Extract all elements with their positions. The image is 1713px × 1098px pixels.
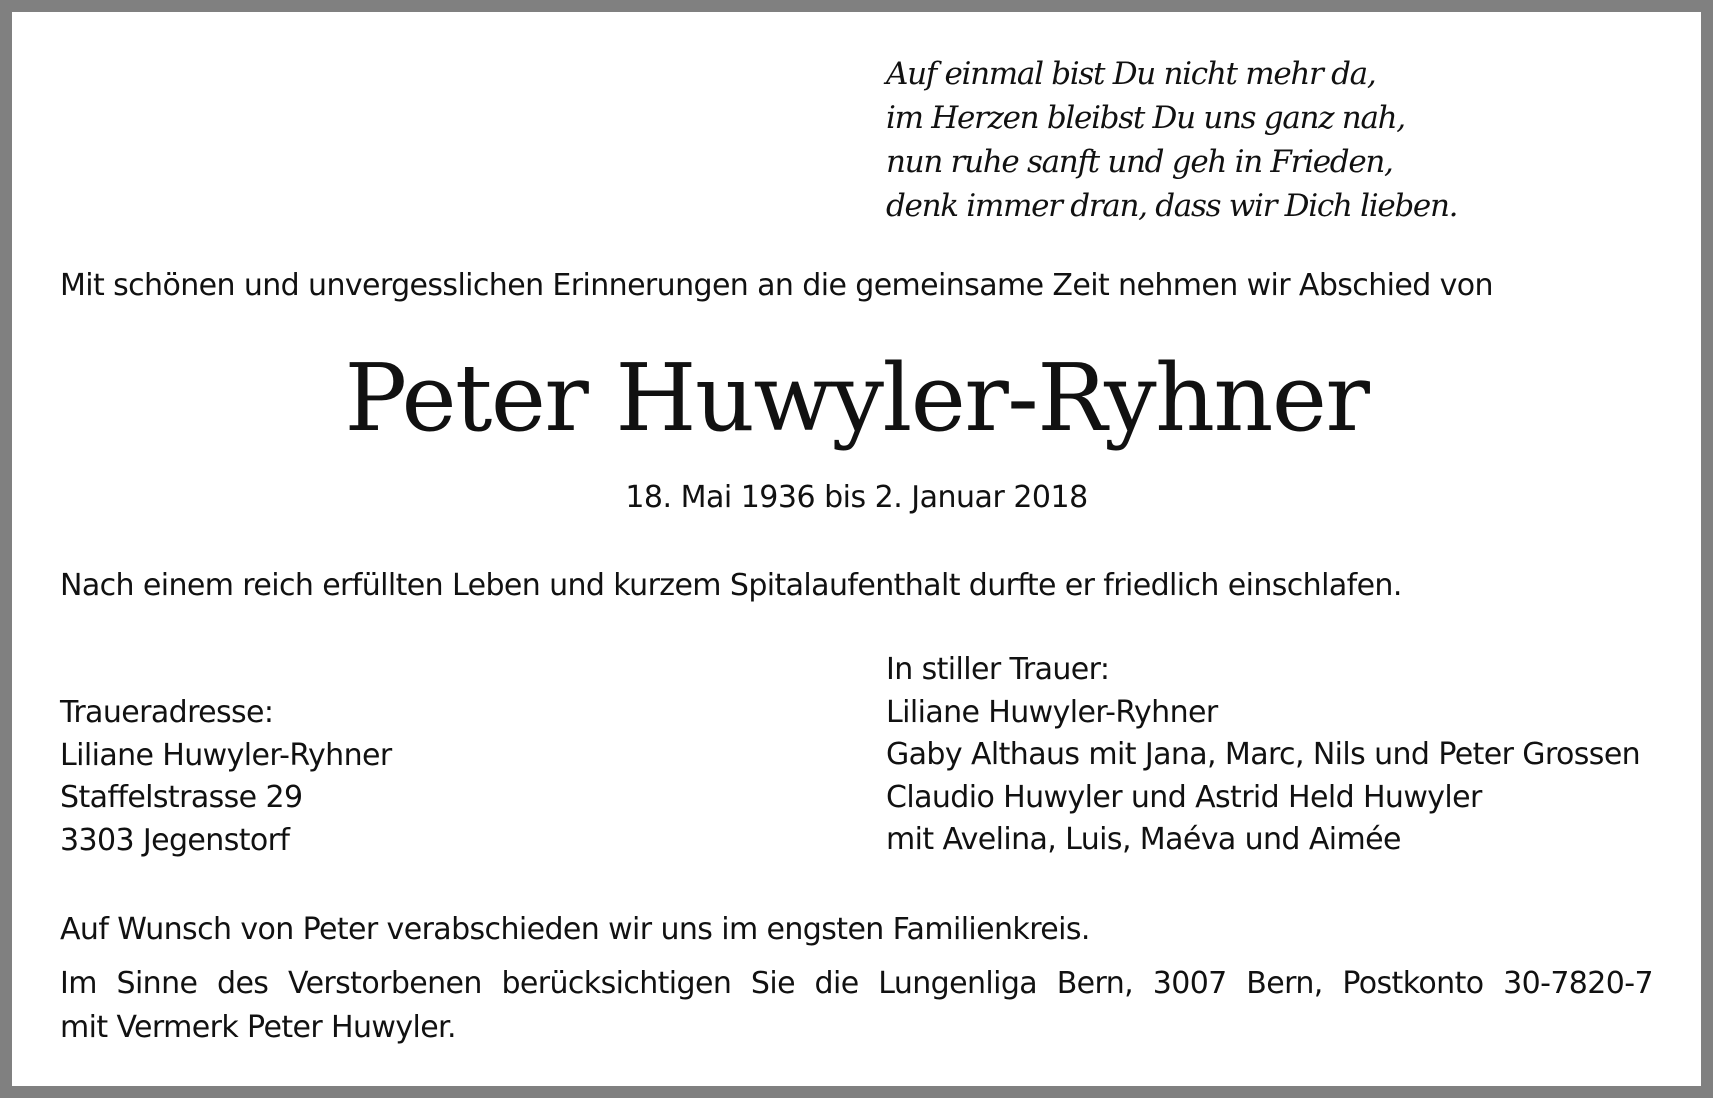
mourners-heading: In stiller Trauer: — [886, 652, 1110, 687]
mourner-line: mit Avelina, Luis, Maéva und Aimée — [886, 822, 1401, 857]
address-heading: Traueradresse: — [60, 695, 274, 730]
donation-text — [60, 962, 1653, 1050]
poem-line: Auf einmal bist Du nicht mehr da, — [886, 56, 1376, 92]
deceased-name: Peter Huwyler-Ryhner — [344, 344, 1369, 452]
poem-line: im Herzen bleibst Du uns ganz nah, — [886, 100, 1405, 136]
mourners-list — [886, 649, 1640, 862]
life-text: Nach einem reich erfüllten Leben und kurzem Spitalaufenthalt durfte er friedlich einschlafen. — [60, 568, 1402, 603]
poem — [886, 52, 1457, 228]
mourning-address — [60, 692, 392, 862]
mourner-line: Gaby Althaus mit Jana, Marc, Nils und Peter Grossen — [886, 737, 1641, 772]
mourner-line: Claudio Huwyler und Astrid Held Huwyler — [886, 779, 1482, 815]
intro-text: Mit schönen und unvergesslichen Erinnerungen an die gemeinsame Zeit nehmen wir Abschied von — [60, 268, 1493, 303]
obituary-notice — [12, 12, 1701, 1086]
life-dates: 18. Mai 1936 bis 2. Januar 2018 — [625, 480, 1088, 515]
donation-line-1: Im Sinne des Verstorbenen berücksichtigen Sie die Lungenliga Bern, 3007 Bern, Postkonto 30-7820-7 — [60, 966, 1653, 1001]
wish-text: Auf Wunsch von Peter verabschieden wir uns im engsten Familienkreis. — [60, 912, 1090, 947]
address-line: Staffelstrasse 29 — [60, 780, 303, 815]
poem-line: denk immer dran, dass wir Dich lieben. — [886, 188, 1458, 224]
address-line: Liliane Huwyler-Ryhner — [60, 737, 392, 773]
mourner-line: Liliane Huwyler-Ryhner — [886, 694, 1218, 730]
donation-line-2: mit Vermerk Peter Huwyler. — [60, 1010, 456, 1045]
poem-line: nun ruhe sanft und geh in Frieden, — [886, 144, 1393, 180]
address-line: 3303 Jegenstorf — [60, 822, 290, 858]
